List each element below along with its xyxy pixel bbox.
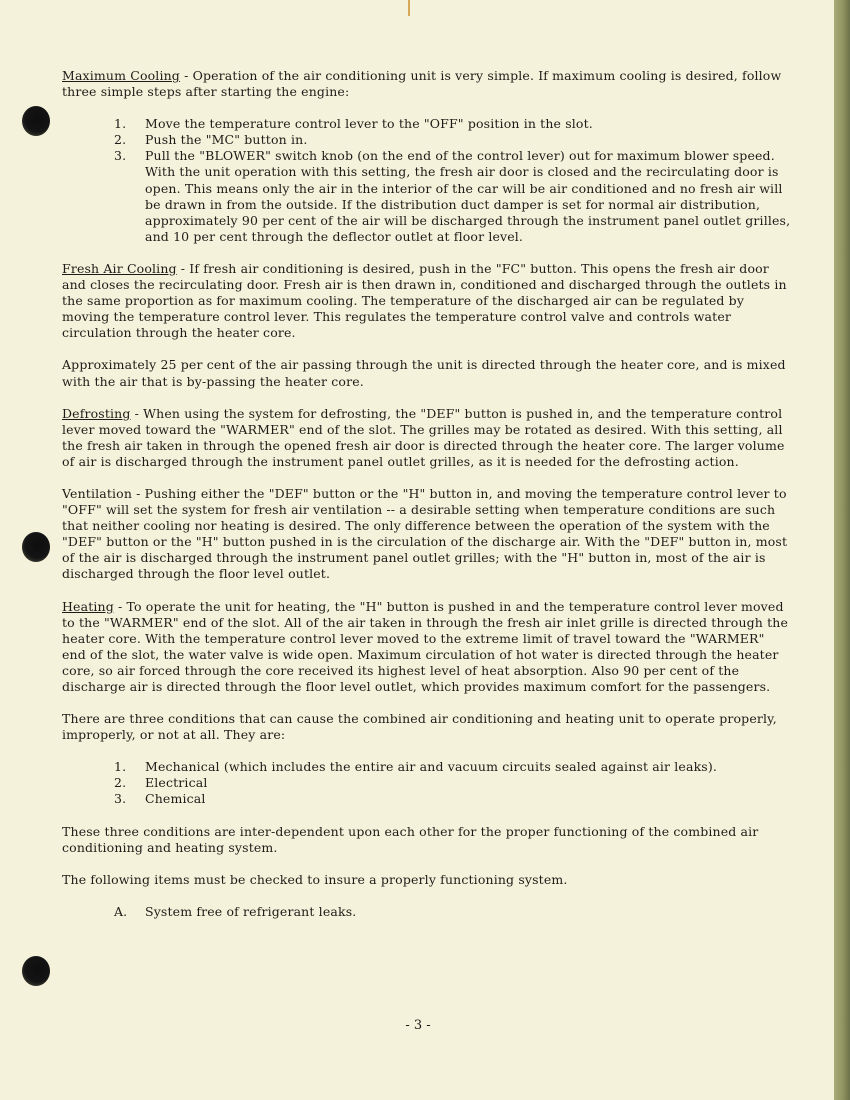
list-item [62, 759, 792, 775]
defrosting-paragraph [62, 406, 792, 470]
list-item [62, 132, 792, 148]
page-number: - 3 - [405, 1018, 431, 1033]
binder-hole-top [22, 106, 50, 136]
binder-hole-bottom [22, 956, 50, 986]
heating-heading: Heating [62, 598, 114, 614]
list-text: Pull the "BLOWER" switch knob (on the end of the control lever) out for maximum blower speed. With the unit operation with this setting, the fresh air door is closed and the recirculating door is open. This means only the air in the interior of the car will be air conditioned and no fresh air will be drawn in from the outside. If the distribution duct damper is set for normal air distribution, approximately 90 per cent of the air will be discharged through the instrument panel outlet grilles, and 10 per cent through the deflector outlet at floor level. [145, 148, 791, 244]
checklist [62, 904, 792, 920]
list-number: A. [114, 903, 128, 919]
page-edge-shadow [834, 0, 850, 1100]
document-body [62, 68, 792, 936]
list-text: Mechanical (which includes the entire air and vacuum circuits sealed against air leaks). [145, 759, 718, 775]
list-text: Move the temperature control lever to the "OFF" position in the slot. [145, 116, 593, 132]
binder-hole-middle [22, 532, 50, 562]
fresh-air-cooling-heading: Fresh Air Cooling [62, 260, 177, 276]
tab-mark [408, 0, 410, 16]
interdependent-paragraph: These three conditions are inter-dependent upon each other for the proper functioning of the combined air conditioning and heating system. [62, 823, 759, 855]
conditions-list [62, 759, 792, 807]
list-text: Electrical [145, 775, 208, 791]
conditions-intro: There are three conditions that can cause the combined air conditioning and heating unit to operate properly, improperly, or not at all. They are: [62, 711, 777, 743]
list-number: 2. [114, 775, 127, 791]
list-item [62, 148, 792, 245]
defrosting-heading: Defrosting [62, 405, 131, 421]
fresh-air-cooling-body: - If fresh air conditioning is desired, push in the "FC" button. This opens the fresh air door and closes the recirculating door. Fresh air is then drawn in, conditioned and discharged through the outlets in the same proportion as for maximum cooling. The temperature of the discharged air can be regulated by moving the temperature control lever. This regulates the temperature control valve and controls water circulation through the heater core. [62, 260, 787, 341]
list-item [62, 904, 792, 920]
heater-core-paragraph: Approximately 25 per cent of the air passing through the unit is directed through the heater core, and is mixed with the air that is by-passing the heater core. [62, 357, 786, 389]
defrosting-body: - When using the system for defrosting, the "DEF" button is pushed in, and the temperature control lever moved toward the "WARMER" end of the slot. The grilles may be rotated as desired. With this setting, all the fresh air taken in through the opened fresh air door is directed through the heater core. The larger volume of air is discharged through the instrument panel outlet grilles, as it is needed for the defrosting action. [62, 405, 785, 469]
list-item [62, 791, 792, 807]
list-number: 3. [114, 791, 127, 807]
list-text: System free of refrigerant leaks. [145, 903, 357, 919]
list-item [62, 775, 792, 791]
heating-paragraph [62, 599, 792, 696]
maximum-cooling-intro: - Operation of the air conditioning unit is very simple. If maximum cooling is desired, follow three simple steps after starting the engine: [62, 68, 782, 100]
list-number: 1. [114, 116, 127, 132]
fresh-air-cooling-paragraph [62, 261, 792, 341]
list-number: 2. [114, 132, 127, 148]
list-item [62, 116, 792, 132]
maximum-cooling-steps [62, 116, 792, 245]
list-number: 3. [114, 148, 127, 164]
list-text: Push the "MC" button in. [145, 132, 308, 148]
ventilation-paragraph: Ventilation - Pushing either the "DEF" button or the "H" button in, and moving the temperature control lever to "OFF" will set the system for fresh air ventilation -- a desirable setting when temperature conditions are such that neither cooling nor heating is desired. The only difference between the operation of the system with the "DEF" button or the "H" button pushed in is the circulation of the discharge air. With the "DEF" button in, most of the air is discharged through the instrument panel outlet grilles; with the "H" button in, most of the air is discharged through the floor level outlet. [62, 485, 788, 582]
heating-body: - To operate the unit for heating, the "H" button is pushed in and the temperature control lever moved to the "WARMER" end of the slot. All of the air taken in through the fresh air inlet grille is directed through the heater core. With the temperature control lever moved to the extreme limit of travel toward the "WARMER" end of the slot, the water valve is wide open. Maximum circulation of hot water is directed through the heater core, so air forced through the core received its highest level of heat absorption. Also 90 per cent of the discharge air is directed through the floor level outlet, which provides maximum comfort for the passengers. [62, 598, 789, 694]
list-text: Chemical [145, 791, 206, 807]
checklist-intro: The following items must be checked to insure a properly functioning system. [62, 871, 568, 887]
list-number: 1. [114, 759, 127, 775]
maximum-cooling-heading: Maximum Cooling [62, 68, 180, 83]
maximum-cooling-paragraph [62, 68, 792, 100]
